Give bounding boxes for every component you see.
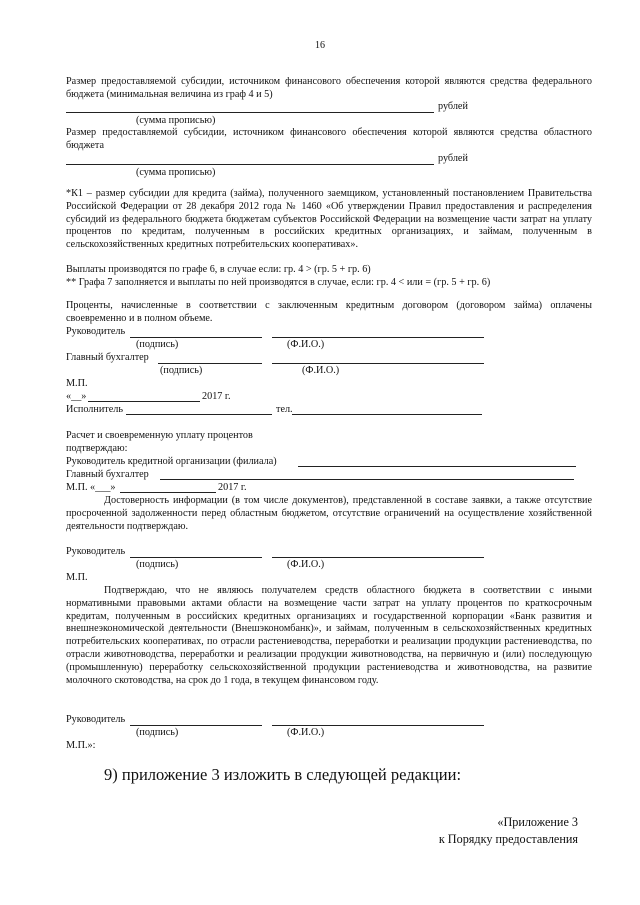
executor-line [126, 414, 272, 415]
subsidy-regional-text: Размер предоставляемой субсидии, источником финансового обеспечения которой являются средства областного бюджета [66, 127, 592, 151]
head-signature-line-2 [130, 557, 262, 558]
regional-sum-caption: (сумма прописью) [136, 167, 216, 178]
accountant-fio-line-1 [272, 363, 484, 364]
signature-caption-1: (подпись) [136, 339, 179, 350]
fio-caption-3: (Ф.И.О.) [287, 559, 325, 570]
interest-paid-text: Проценты, начисленные в соответствии с заключенным кредитным договором (договором займа) оплачены своевременно и в полном объеме. [66, 300, 592, 324]
regional-currency: рублей [438, 153, 468, 164]
head-signature-line-1 [130, 337, 262, 338]
amendment-heading: 9) приложение 3 изложить в следующей редакции: [104, 765, 462, 784]
signature-caption-3: (подпись) [136, 559, 179, 570]
credit-org-head-line [298, 466, 576, 467]
date-line-2 [120, 492, 216, 493]
appendix-subtitle: к Порядку предоставления [438, 832, 578, 846]
chief-accountant-label-2: Главный бухгалтер [66, 469, 149, 480]
signature-caption-4: (подпись) [136, 727, 179, 738]
fio-caption-2: (Ф.И.О.) [302, 365, 340, 376]
reliability-text: Достоверность информации (в том числе документов), представленной в составе заявки, а также отсутствие просроченной задолженности перед областным бюджетом, отсутствие ограничений на осуществление хозяйственной деятельности подтверждаю. [66, 495, 592, 532]
head-signature-line-3 [130, 725, 262, 726]
page-number: 16 [315, 40, 325, 51]
subsidy-federal-text: Размер предоставляемой субсидии, источником финансового обеспечения которой являются средства федерального бюджета (минимальная величина из граф 4 и 5) [66, 76, 592, 100]
date-open-1: «__» [66, 391, 87, 402]
head-label-3: Руководитель [66, 714, 126, 725]
mp-label-1: М.П. [66, 378, 88, 389]
head-label-2: Руководитель [66, 546, 126, 557]
federal-sum-line [66, 112, 434, 113]
date-year-2: 2017 г. [218, 482, 247, 493]
executor-label: Исполнитель [66, 404, 123, 415]
mp-label-2: М.П. [66, 572, 88, 583]
tel-label: тел. [276, 404, 293, 415]
date-line-1 [88, 401, 200, 402]
payments-rule: Выплаты производятся по графе 6, в случае если: гр. 4 > (гр. 5 + гр. 6) [66, 264, 371, 275]
head-fio-line-1 [272, 337, 484, 338]
signature-caption-2: (подпись) [160, 365, 203, 376]
head-fio-line-2 [272, 557, 484, 558]
regional-sum-line [66, 164, 434, 165]
chief-accountant-line-2 [160, 479, 574, 480]
accountant-signature-line-1 [158, 363, 262, 364]
date-year-1: 2017 г. [202, 391, 231, 402]
appendix-title: «Приложение 3 [497, 815, 578, 829]
footnote-k1: *К1 – размер субсидии для кредита (займа), полученного заемщиком, установленный постановлением Правительства Российской Федерации от 28 декабря 2012 года № 1460 «Об утверждении Правил предоставления и распределения субсидий из федерального бюджета бюджетам субъектов Российской Федерации на возмещение части затрат на уплату процентов по кредитам, полученным в российских кредитных организациях, и займам, полученным в сельскохозяйственных кредитных потребительских кооперативах». [66, 188, 592, 251]
head-label-1: Руководитель [66, 326, 126, 337]
credit-org-head-label: Руководитель кредитной организации (филиала) [66, 456, 277, 467]
settlement-heading-2: подтверждаю: [66, 443, 128, 454]
settlement-heading-1: Расчет и своевременную уплату процентов [66, 430, 253, 441]
federal-currency: рублей [438, 101, 468, 112]
fio-caption-1: (Ф.И.О.) [287, 339, 325, 350]
head-fio-line-3 [272, 725, 484, 726]
mp-close: М.П.»: [66, 740, 96, 751]
column7-rule: ** Графа 7 заполняется и выплаты по ней производятся в случае, если: гр. 4 < или = (гр. 5 + гр. 6) [66, 277, 491, 288]
mp-date-2: М.П. «___» [66, 482, 116, 493]
federal-sum-caption: (сумма прописью) [136, 115, 216, 126]
tel-line [292, 414, 482, 415]
confirmation-text: Подтверждаю, что не являюсь получателем средств областного бюджета в соответствии с иными нормативными правовыми актами области на возмещение части затрат на уплату процентов по краткосрочным кредитам, полученным в российских кредитных организациях и государственной корпорации «Банк развития и внешнеэкономической деятельности (Внешэкономбанк)», и займам, полученным в сельскохозяйственных кредитных потребительских кооперативах, по отрасли растениеводства, переработки и реализации продукции растениеводства, по отрасли животноводства, переработки и реализации продукции животноводства, на первичную и (или) последующую (промышленную) переработку сельскохозяйственной продукции растениеводства и животноводства, на развитие молочного скотоводства, на срок до 1 года, в текущем финансовом году. [66, 585, 592, 686]
chief-accountant-label-1: Главный бухгалтер [66, 352, 149, 363]
fio-caption-4: (Ф.И.О.) [287, 727, 325, 738]
